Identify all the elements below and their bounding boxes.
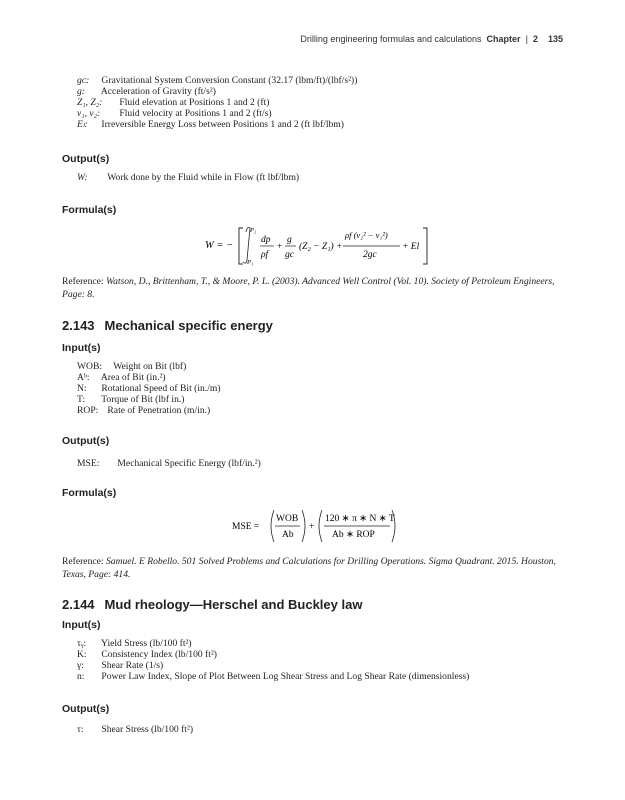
formula-heading: Formula(s) [62, 204, 117, 216]
var-desc: Consistency Index (lb/100 ft²) [101, 649, 217, 660]
var-desc: Rate of Penetration (m/in.) [107, 405, 211, 416]
list-item [77, 108, 357, 119]
list-item [77, 660, 469, 671]
section-name: Mechanical specific energy [104, 318, 273, 333]
left-bracket [239, 228, 243, 264]
output-desc: Mechanical Specific Energy (lbf/in.²) [117, 458, 261, 469]
var-symbol: gᴄ: [77, 75, 90, 86]
var-symbol: v₁, v₂: [77, 108, 101, 119]
output-desc: Shear Stress (lb/100 ft²) [101, 724, 194, 735]
list-item [77, 75, 357, 86]
output-item [77, 458, 261, 469]
section-number: 2.143 [62, 318, 95, 333]
reference-text: Samuel. E Robello. 501 Solved Problems and Calculations for Drilling Operations. Sigma Quadrant. 2015. Houston, Texas, Page: 414. [62, 556, 556, 580]
output-symbol: W: [77, 172, 88, 183]
var-desc: Weight on Bit (lbf) [113, 361, 187, 372]
frac3-denominator: 2gc [363, 250, 377, 260]
output-symbol: τ: [77, 724, 84, 735]
formula-lhs: MSE = [232, 522, 260, 532]
right-paren [302, 510, 305, 542]
var-desc: Area of Bit (in.²) [100, 372, 166, 383]
integral-sign [243, 228, 250, 264]
left-paren-2 [319, 510, 322, 542]
z-term: (Z₂ − Z₁) + [299, 242, 343, 252]
var-desc: Rotational Speed of Bit (in./m) [101, 383, 221, 394]
section-title [62, 318, 273, 333]
frac2-numerator: 120 ∗ π ∗ N ∗ T [325, 514, 395, 524]
left-paren [271, 510, 274, 542]
output-heading: Output(s) [62, 703, 110, 715]
reference [62, 556, 572, 581]
var-symbol: T: [77, 394, 86, 405]
input-list [77, 361, 221, 416]
reference [62, 276, 572, 301]
integral-upper: P₂ [250, 227, 257, 234]
output-desc: Work done by the Fluid while in Flow (ft lbf/lbm) [107, 172, 300, 183]
frac2-denominator: Ab ∗ ROP [332, 530, 375, 540]
input-list [77, 638, 469, 682]
var-desc: Gravitational System Conversion Constant (32.17 (lbm/ft)/(lbf/s²)) [101, 75, 358, 86]
var-symbol: N: [77, 383, 87, 394]
header-page-num: 135 [547, 34, 563, 44]
list-item [77, 361, 221, 372]
var-symbol: Aᵇ: [77, 372, 90, 383]
var-symbol: WOB: [77, 361, 103, 372]
formula-heading: Formula(s) [62, 487, 117, 499]
right-bracket [423, 228, 427, 264]
list-item [77, 638, 469, 649]
header-separator: | [523, 34, 531, 44]
reference-label: Reference: [62, 556, 104, 567]
input-heading: Input(s) [62, 342, 101, 354]
list-item [77, 649, 469, 660]
var-symbol: n: [77, 671, 85, 682]
frac1-denominator: ρf [261, 250, 269, 260]
var-symbol: ROP: [77, 405, 99, 416]
section-title [62, 597, 362, 612]
list-item [77, 405, 221, 416]
var-desc: Yield Stress (lb/100 ft²) [101, 638, 192, 649]
top-variable-list [77, 75, 357, 130]
mse-formula [232, 506, 402, 546]
var-symbol: γ: [77, 660, 84, 671]
frac2-numerator: g [287, 235, 292, 245]
header-title: Drilling engineering formulas and calculations [300, 34, 482, 44]
list-item [77, 394, 221, 405]
list-item [77, 383, 221, 394]
var-symbol: τᵧ: [77, 638, 87, 649]
frac2-denominator: gc [285, 250, 294, 260]
output-heading: Output(s) [62, 153, 110, 165]
output-symbol: MSE: [77, 458, 100, 469]
var-desc: Acceleration of Gravity (ft/s²) [100, 86, 216, 97]
formula-lhs: W = − [205, 240, 234, 251]
output-item [77, 724, 193, 735]
frac3-numerator: ρf (v₂² − v₁²) [345, 230, 388, 240]
output-heading: Output(s) [62, 435, 110, 447]
running-header [0, 34, 563, 44]
list-item [77, 671, 469, 682]
frac1-denominator: Ab [282, 530, 294, 540]
plus-sign: + [277, 242, 283, 252]
var-symbol: g: [77, 86, 85, 97]
reference-text: Watson, D., Brittenham, T., & Moore, P. L. (2003). Advanced Well Control (Vol. 10). Society of Petroleum Engineers, Page: 8. [62, 276, 555, 300]
input-heading: Input(s) [62, 619, 101, 631]
var-desc: Fluid velocity at Positions 1 and 2 (ft/s) [119, 108, 272, 119]
header-chapter-num: 2 [532, 34, 538, 44]
output-item [77, 172, 299, 183]
header-chapter-label: Chapter [486, 34, 521, 44]
var-desc: Irreversible Energy Loss between Positions 1 and 2 (ft lbf/lbm) [101, 119, 344, 130]
var-symbol: K: [77, 649, 87, 660]
frac1-numerator: WOB [276, 514, 299, 524]
formula-tail: + El [402, 242, 420, 252]
plus-sign: + [309, 522, 315, 532]
section-name: Mud rheology—Herschel and Buckley law [104, 597, 363, 612]
list-item [77, 86, 357, 97]
list-item [77, 119, 357, 130]
frac1-numerator: dp [261, 235, 271, 245]
section-number: 2.144 [62, 597, 95, 612]
var-desc: Torque of Bit (lbf in.) [101, 394, 185, 405]
var-symbol: Z₁, Z₂: [77, 97, 103, 108]
integral-lower: P₁ [247, 259, 254, 266]
work-formula [195, 222, 435, 268]
reference-label: Reference: [62, 276, 104, 287]
var-desc: Power Law Index, Slope of Plot Between Log Shear Stress and Log Shear Rate (dimensionless) [101, 671, 470, 682]
list-item [77, 372, 221, 383]
var-desc: Shear Rate (1/s) [101, 660, 164, 671]
var-desc: Fluid elevation at Positions 1 and 2 (ft) [119, 97, 270, 108]
var-symbol: Eₗ: [77, 119, 88, 130]
list-item [77, 97, 357, 108]
